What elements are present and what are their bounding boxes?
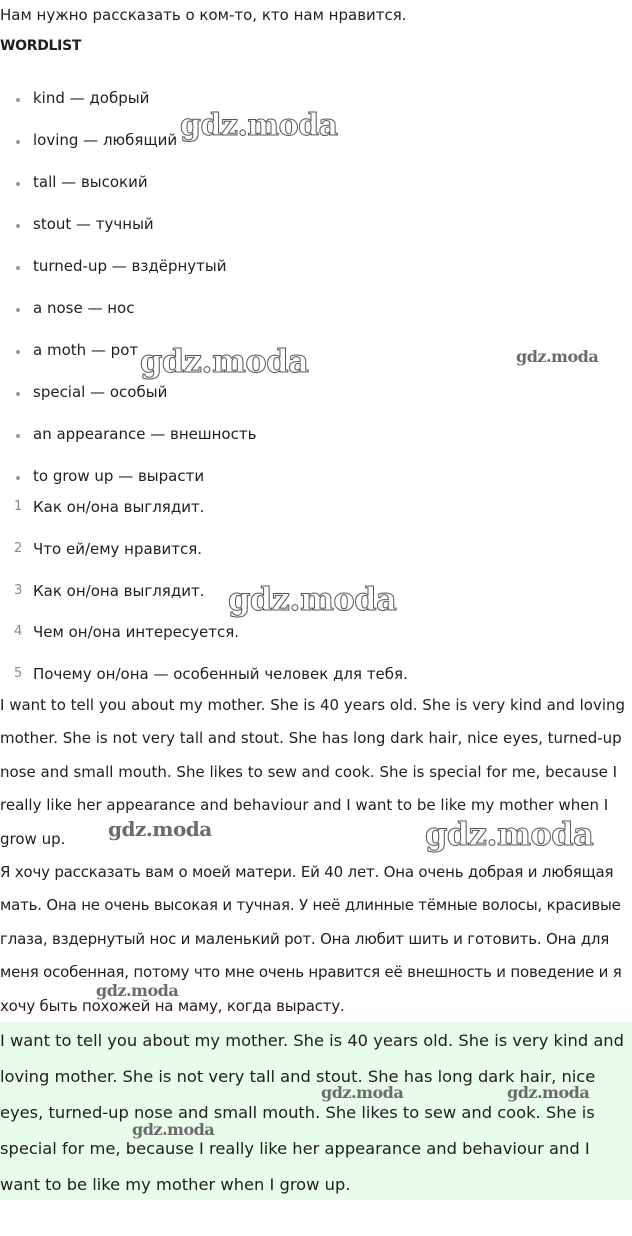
question-item <box>0 616 408 658</box>
question-text: Как он/она выглядит. <box>33 581 205 600</box>
watermark: gdz.moda <box>507 1083 590 1102</box>
watermark: gdz.moda <box>140 342 309 380</box>
word-item: turned-up — вздёрнутый <box>0 250 256 292</box>
question-text: Почему он/она — особенный человек для тебя. <box>33 665 408 683</box>
word-item: stout — тучный <box>0 208 256 250</box>
watermark: gdz.moda <box>516 347 599 366</box>
answer-text: I want to tell you about my mother. She is 40 years old. She is very kind and loving mother. She is not very tall and stout. She has long dark hair, nice eyes, turned-up nose and small mouth. She likes to sew and cook. She is special for me, because I really like her appearance and behaviour and I want to be like my mother when I grow up. <box>0 1031 624 1194</box>
question-item <box>0 491 408 533</box>
word-item: a nose — нос <box>0 292 256 334</box>
english-text: I want to tell you about my mother. She is 40 years old. She is very kind and loving mother. She is not very tall and stout. She has long dark hair, nice eyes, turned-up nose and small mouth. She likes to sew and cook. She is special for me, because I really like her appearance and behaviour and I want to be like my mother when I grow up. <box>0 696 626 848</box>
watermark: gdz.moda <box>228 580 397 618</box>
question-item <box>0 533 408 575</box>
watermark: gdz.moda <box>425 815 594 853</box>
watermark: gdz.moda <box>180 108 338 143</box>
wordlist-title: WORDLIST <box>0 38 82 54</box>
word-item: to grow up — вырасти <box>0 460 256 502</box>
question-number: 2 <box>14 540 23 556</box>
watermark: gdz.moda <box>321 1083 404 1102</box>
question-number: 5 <box>14 666 23 681</box>
question-number: 3 <box>14 582 23 598</box>
question-number: 1 <box>14 499 23 514</box>
word-item: loving — любящий <box>0 124 256 166</box>
intro-text: Нам нужно рассказать о ком-то, кто нам нравится. <box>0 6 407 24</box>
watermark: gdz.moda <box>96 981 179 1000</box>
russian-text: Я хочу рассказать вам о моей матери. Ей 40 лет. Она очень добрая и любящая мать. Она не очень высокая и тучная. У неё длинные тёмные волосы, красивые глаза, вздернутый нос и маленький рот. Она любит шить и готовить. Она для меня особенная, потому что мне очень нравится её внешность и поведение и я хочу быть похожей на маму, когда вырасту. <box>0 863 622 1015</box>
question-number: 4 <box>14 624 23 640</box>
word-item: an appearance — внешность <box>0 418 256 460</box>
question-text: Что ей/ему нравится. <box>33 539 203 558</box>
word-item: tall — высокий <box>0 166 256 208</box>
question-text: Чем он/она интересуется. <box>33 623 239 642</box>
watermark: gdz.moda <box>132 1120 215 1139</box>
answer-box <box>0 1022 632 1200</box>
question-text: Как он/она выглядит. <box>33 498 205 516</box>
watermark: gdz.moda <box>108 817 212 841</box>
word-item: kind — добрый <box>0 82 256 124</box>
word-item: special — особый <box>0 376 256 418</box>
word-item: a moth — рот <box>0 334 256 376</box>
wordlist <box>0 82 256 502</box>
